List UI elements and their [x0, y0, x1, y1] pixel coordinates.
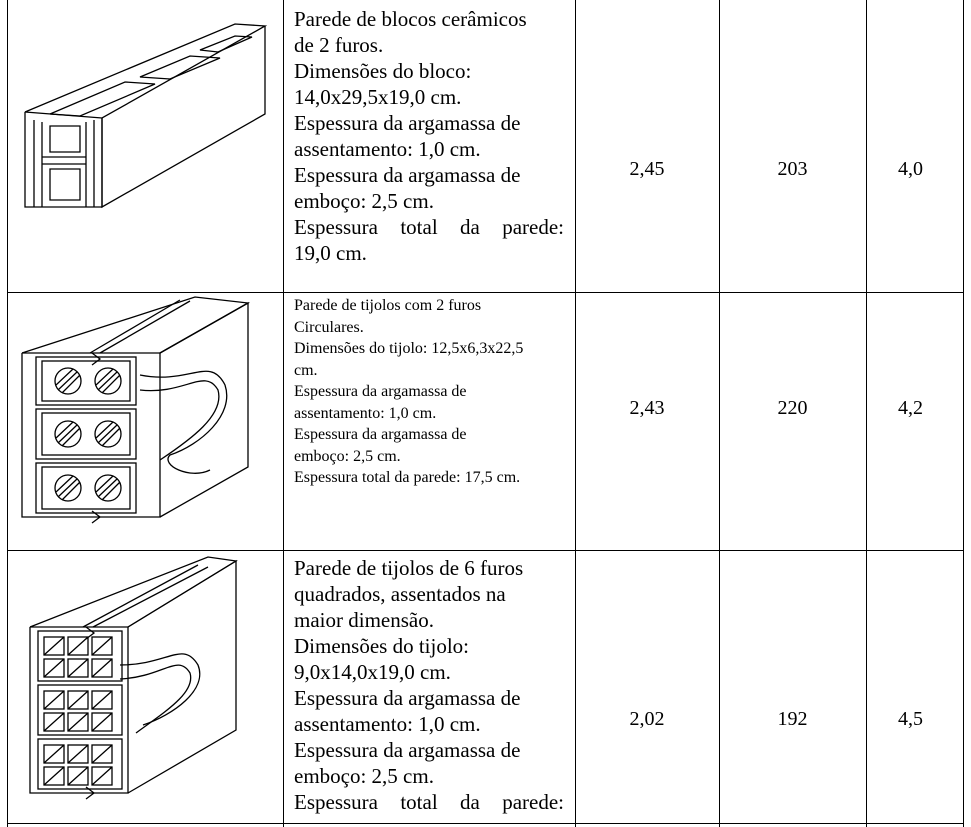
- description-line: Dimensões do tijolo: 12,5x6,3x22,5: [294, 340, 524, 357]
- description-line: 19,0 cm.: [294, 241, 367, 265]
- description-line: quadrados, assentados na: [294, 582, 506, 606]
- description-line: Dimensões do bloco:: [294, 59, 472, 83]
- brick-6-square-holes-illustration: [28, 555, 268, 800]
- description-line: assentamento: 1,0 cm.: [294, 137, 481, 161]
- value-cell: 220: [777, 397, 808, 419]
- value-cell: 2,02: [629, 708, 665, 730]
- description-line: maior dimensão.: [294, 608, 434, 632]
- value-cell: 203: [777, 158, 808, 180]
- grid-line: [963, 0, 964, 827]
- description-line: Espessura da argamassa de: [294, 426, 467, 443]
- wall-description: [294, 295, 564, 489]
- description-line: assentamento: 1,0 cm.: [294, 712, 481, 736]
- ceramic-block-2-holes-illustration: [20, 22, 270, 214]
- brick-2-circular-holes-illustration: [20, 295, 270, 525]
- wall-description: [294, 555, 564, 815]
- description-line: Espessura total da parede: 17,5 cm.: [294, 469, 521, 486]
- description-line: Parede de tijolos com 2 furos: [294, 297, 482, 314]
- description-line: Espessura da argamassa de: [294, 111, 521, 135]
- description-line: Circulares.: [294, 318, 364, 336]
- grid-line: [283, 0, 284, 827]
- grid-line: [866, 0, 867, 827]
- value-cell: 2,43: [629, 397, 665, 419]
- grid-line: [7, 550, 964, 551]
- grid-line: [7, 823, 964, 824]
- description-line: 9,0x14,0x19,0 cm.: [294, 660, 451, 684]
- description-line: Espessura total da parede:: [294, 215, 564, 239]
- description-line: Parede de tijolos de 6 furos: [294, 556, 524, 580]
- description-line: 14,0x29,5x19,0 cm.: [294, 85, 462, 109]
- description-line: assentamento: 1,0 cm.: [294, 404, 437, 422]
- description-line: emboço: 2,5 cm.: [294, 189, 434, 213]
- description-line: Espessura da argamassa de: [294, 383, 467, 400]
- description-line: Espessura da argamassa de: [294, 738, 521, 762]
- description-line: de 2 furos.: [294, 33, 384, 57]
- description-line: emboço: 2,5 cm.: [294, 764, 434, 788]
- grid-line: [7, 292, 964, 293]
- value-cell: 2,45: [629, 158, 665, 180]
- value-cell: 192: [777, 708, 808, 730]
- description-line: Dimensões do tijolo:: [294, 634, 469, 658]
- grid-line: [7, 0, 8, 827]
- wall-description: [294, 6, 564, 266]
- description-line: Espessura total da parede:: [294, 790, 564, 814]
- description-line: Parede de blocos cerâmicos: [294, 7, 527, 31]
- description-line: Espessura da argamassa de: [294, 686, 521, 710]
- description-line: emboço: 2,5 cm.: [294, 447, 401, 465]
- description-line: cm.: [294, 361, 318, 379]
- description-line: Espessura da argamassa de: [294, 163, 521, 187]
